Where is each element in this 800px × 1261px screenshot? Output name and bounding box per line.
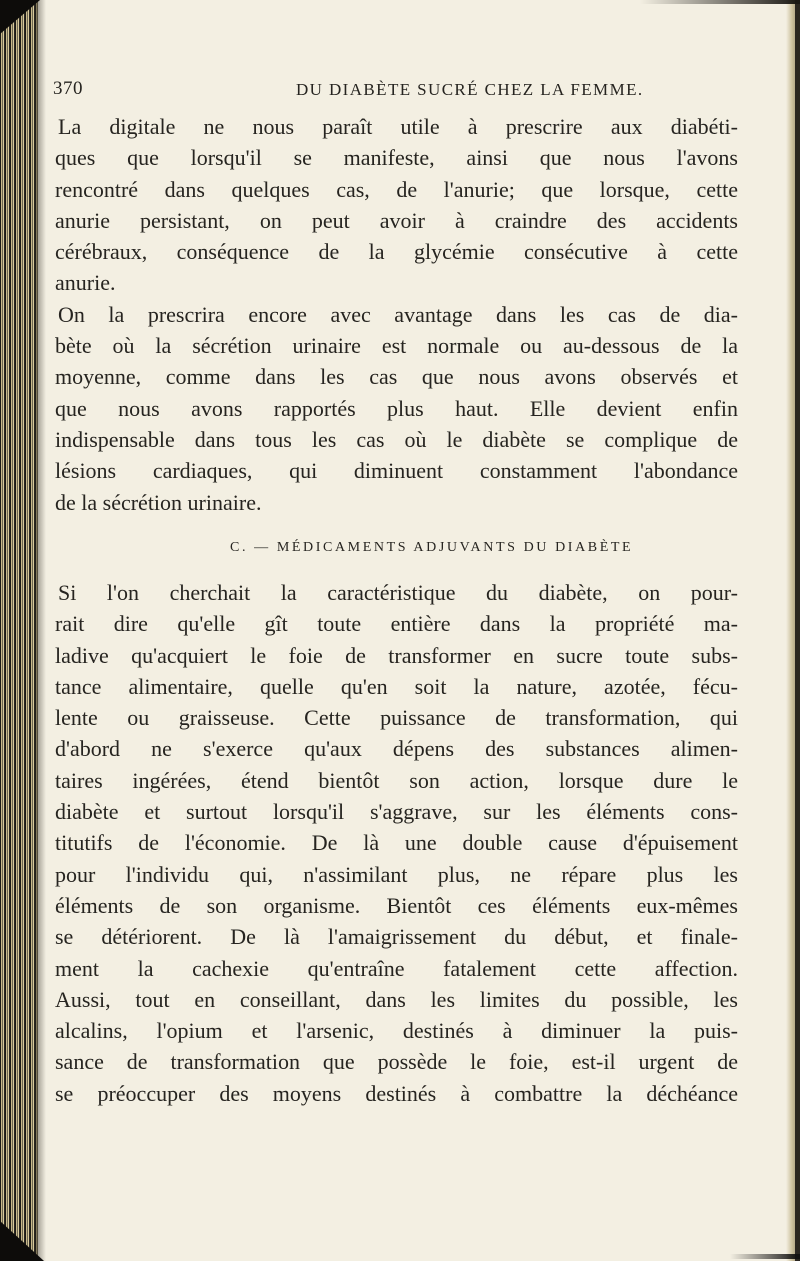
text-line: rencontré dans quelques cas, de l'anurie; que lorsque, cette: [55, 176, 738, 202]
text-line: de la sécrétion urinaire.: [55, 489, 262, 515]
text-line: d'abord ne s'exerce qu'aux dépens des substances alimen-: [55, 736, 738, 762]
text-line: que nous avons rapportés plus haut. Elle devient enfin: [55, 395, 738, 421]
text-line: sance de transformation que possède le foie, est-il urgent de: [55, 1049, 738, 1075]
text-line: éléments de son organisme. Bientôt ces éléments eux-mêmes: [55, 892, 738, 918]
text-line: lésions cardiaques, qui diminuent constamment l'abondance: [55, 458, 738, 484]
text-line: lente ou graisseuse. Cette puissance de transformation, qui: [55, 705, 738, 731]
body-text-upper: [55, 111, 738, 518]
gutter-shadow: [34, 0, 46, 1261]
text-line: bète où la sécrétion urinaire est normale ou au-dessous de la: [55, 333, 738, 359]
text-line: se préoccuper des moyens destinés à combattre la déchéance: [55, 1080, 738, 1106]
text-line: indispensable dans tous les cas où le diabète se complique de: [55, 426, 738, 452]
scan-bottom-edge: [730, 1254, 800, 1259]
book-spine-edge: [0, 0, 38, 1261]
text-line: moyenne, comme dans les cas que nous avons observés et: [55, 364, 738, 390]
text-line: diabète et surtout lorsqu'il s'aggrave, sur les éléments cons-: [55, 799, 738, 825]
scan-top-edge: [640, 0, 800, 4]
text-line: Si l'on cherchait la caractéristique du diabète, on pour-: [58, 580, 738, 605]
paragraph-digitale: [55, 111, 738, 299]
text-line: anurie.: [55, 270, 116, 296]
text-line: alcalins, l'opium et l'arsenic, destinés à diminuer la puis-: [55, 1018, 738, 1044]
paragraph-caracteristique: [55, 577, 738, 1109]
text-line: se détériorent. De là l'amaigrissement du début, et finale-: [55, 924, 738, 950]
text-line: pour l'individu qui, n'assimilant plus, ne répare plus les: [55, 861, 738, 887]
text-line: anurie persistant, on peut avoir à craindre des accidents: [55, 207, 738, 233]
text-line: La digitale ne nous paraît utile à prescrire aux diabéti-: [58, 114, 738, 139]
text-line: taires ingérées, étend bientôt son action, lorsque dure le: [55, 767, 738, 793]
text-line: ladive qu'acquiert le foie de transformer en sucre toute subs-: [55, 642, 738, 668]
section-heading: C. — MÉDICAMENTS ADJUVANTS DU DIABÈTE: [230, 540, 634, 555]
scan-corner-top: [0, 0, 40, 34]
text-line: ques que lorsqu'il se manifeste, ainsi que nous l'avons: [55, 145, 738, 171]
page-header: [53, 78, 773, 106]
text-line: tance alimentaire, quelle qu'en soit la nature, azotée, fécu-: [55, 673, 738, 699]
text-line: Aussi, tout en conseillant, dans les limites du possible, les: [55, 986, 738, 1012]
text-line: On la prescrira encore avec avantage dans les cas de dia-: [58, 301, 738, 327]
page-number: 370: [53, 78, 83, 99]
page-right-border: [795, 0, 800, 1261]
text-line: cérébraux, conséquence de la glycémie consécutive à cette: [55, 239, 738, 265]
text-line: rait dire qu'elle gît toute entière dans la propriété ma-: [55, 611, 738, 637]
paragraph-prescription: [55, 299, 738, 518]
text-line: titutifs de l'économie. De là une double cause d'épuisement: [55, 830, 738, 856]
running-title: DU DIABÈTE SUCRÉ CHEZ LA FEMME.: [296, 80, 644, 99]
scan-corner-bottom: [0, 1221, 44, 1261]
text-line: ment la cachexie qu'entraîne fatalement cette affection.: [55, 955, 738, 981]
